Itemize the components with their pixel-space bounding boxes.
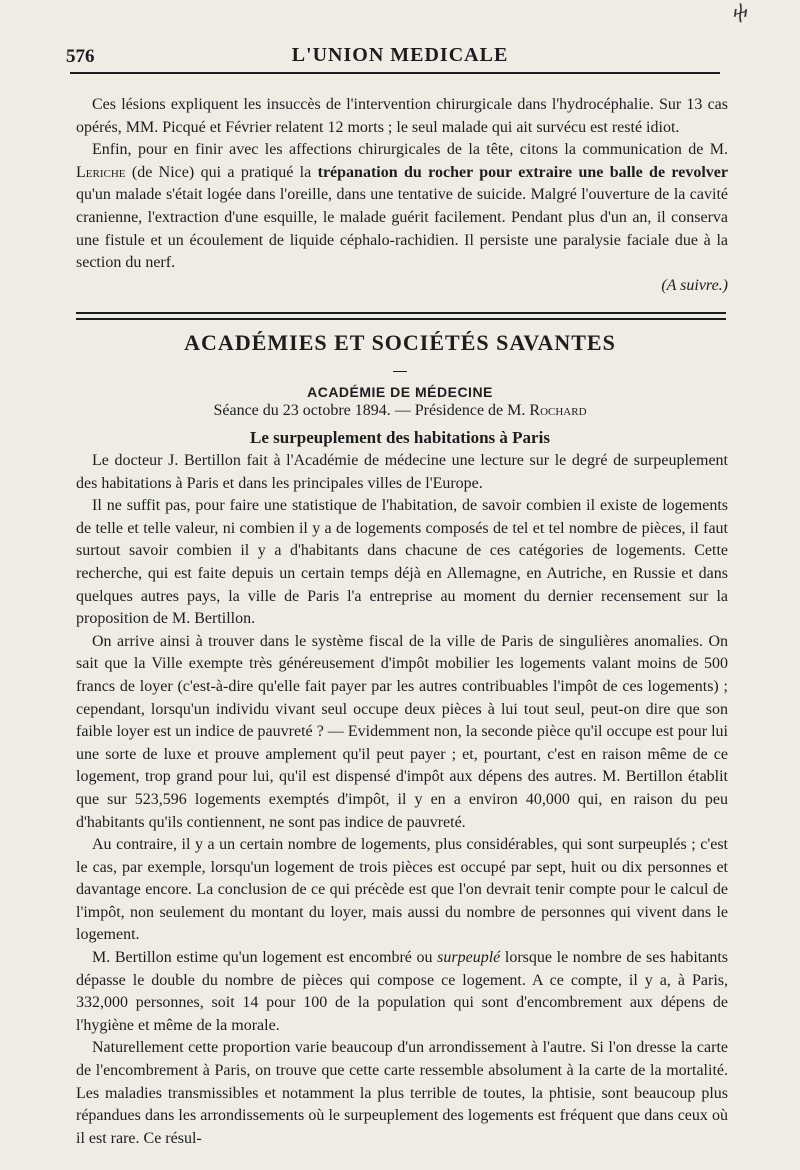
intro-bold-text: trépanation du rocher pour extraire une balle de revolver bbox=[317, 163, 728, 181]
article-paragraph-1: Le docteur J. Bertillon fait à l'Académie de médecine une lecture sur le degré de surpeuplement des habitations à Paris et dans les principales villes de l'Europe. bbox=[76, 452, 728, 492]
intro-block bbox=[76, 94, 728, 297]
article-paragraph-6: Naturellement cette proportion varie beaucoup d'un arrondissement à l'autre. Si l'on dresse la carte de l'encombrement à Paris, on trouve que cette carte ressemble absolument à la carte de la mortalité. Les maladies transmissibles et notamment la plus terrible de toutes, la phtisie, sont beaucoup plus répandues dans les arrondissements où le surpeuplement des logements est fréquent que dans ceux où il est rare. Ce résul- bbox=[76, 1039, 728, 1147]
page-number: 576 bbox=[66, 46, 95, 67]
short-divider bbox=[393, 371, 407, 372]
session-text: Séance du 23 octobre 1894. — Présidence de M. bbox=[213, 402, 530, 419]
article-paragraph-5 bbox=[76, 947, 728, 1037]
president-name: Rochard bbox=[529, 402, 587, 419]
article-paragraph-4: Au contraire, il y a un certain nombre de logements, plus considérables, qui sont surpeuplés ; c'est le cas, par exemple, lorsqu'un logement de trois pièces est occupé par sept, huit ou dix personnes et davantage encore. La conclusion de ce qui précède est que l'on devrait tenir compte pour le calcul de l'impôt, non seulement du montant du loyer, mais aussi du nombre de personnes qui vivent dans le logement. bbox=[76, 836, 728, 944]
academy-heading: ACADÉMIE DE MÉDECINE bbox=[307, 384, 493, 400]
article-text-b: lorsque le nombre de ses habitants dépasse le double du nombre de pièces qui compose ce logement. A ce compte, il y a, à Paris, 332,000 personnes, soit 14 pour 100 de la population qui sont d'encombrement aux dépens de l'hygiène et même de la morale. bbox=[76, 949, 728, 1034]
intro-text-b: (de Nice) qui a pratiqué la bbox=[125, 163, 318, 181]
article-paragraph-2: Il ne suffit pas, pour faire une statistique de l'habitation, de savoir combien il existe de logements de telle et telle valeur, ni combien il y a de logements composés de tel et tel nombre de pièces, il faut surtout savoir combien il y a d'habitants dans chacune de ces catégories de logements. Cette recherche, qui est faite depuis un certain temps déjà en Allemagne, en Autriche, en Russie et dans quelques autres pays, la ville de Paris l'a entreprise au moment du dernier recensement sur la proposition de M. Bertillon. bbox=[76, 497, 728, 628]
intro-text-a: Enfin, pour en finir avec les affections chirurgicales de la tête, citons la communication de M. bbox=[92, 141, 728, 159]
intro-paragraph-1: Ces lésions expliquent les insuccès de l'intervention chirurgicale dans l'hydrocéphalie. Sur 13 cas opérés, MM. Picqué et Février relatent 12 morts ; le seul malade qui ait survécu est resté idiot. bbox=[76, 96, 728, 136]
article-title: Le surpeuplement des habitations à Paris bbox=[250, 428, 550, 447]
article-body bbox=[76, 450, 728, 1150]
author-name: Leriche bbox=[76, 163, 126, 181]
session-line bbox=[0, 402, 800, 420]
corner-mark: ⴕ bbox=[733, 2, 748, 22]
italic-term: surpeuplé bbox=[437, 949, 501, 967]
header-rule bbox=[70, 72, 720, 74]
intro-paragraph-2 bbox=[76, 139, 728, 297]
intro-text-c: qu'un malade s'était logée dans l'oreille, dans une tentative de suicide. Malgré l'ouverture de la cavité cranienne, l'extraction d'une esquille, le malade guérit facilement. Pendant plus d'un an, il conserva une fistule et un écoulement de liquide céphalo-rachidien. Il persiste une paralysie faciale due à la section du nerf. bbox=[76, 186, 728, 272]
section-title: ACADÉMIES ET SOCIÉTÉS SAVANTES bbox=[184, 330, 616, 355]
article-paragraph-3: On arrive ainsi à trouver dans le système fiscal de la ville de Paris de singulières anomalies. On sait que la Ville exempte très généreusement d'impôt mobilier les logements valant moins de 500 francs de loyer (c'est-à-dire qu'elle fait payer par les autres contribuables l'impôt de ces logements) ; cependant, lorsqu'un individu vivant seul occupe deux pièces à lui tout seul, peut-on dire que son faible loyer est un indice de pauvreté ? — Evidemment non, la seconde pièce qu'il occupe est pour lui une sorte de luxe et prouve amplement qu'il peut payer ; et, pourtant, c'est en raison même de ce logement, trop grand pour lui, qu'il est dispensé d'impôt aux dépens des autres. M. Bertillon établit que sur 523,596 logements exemptés d'impôt, il y en a environ 40,000 qui, en raison du peu d'habitants qu'ils contiennent, ne sont pas indice de pauvreté. bbox=[76, 632, 728, 831]
section-divider bbox=[76, 312, 726, 320]
running-title: L'UNION MEDICALE bbox=[291, 44, 509, 66]
to-follow-note: (A suivre.) bbox=[661, 276, 728, 294]
article-text-a: M. Bertillon estime qu'un logement est encombré ou bbox=[92, 949, 438, 967]
